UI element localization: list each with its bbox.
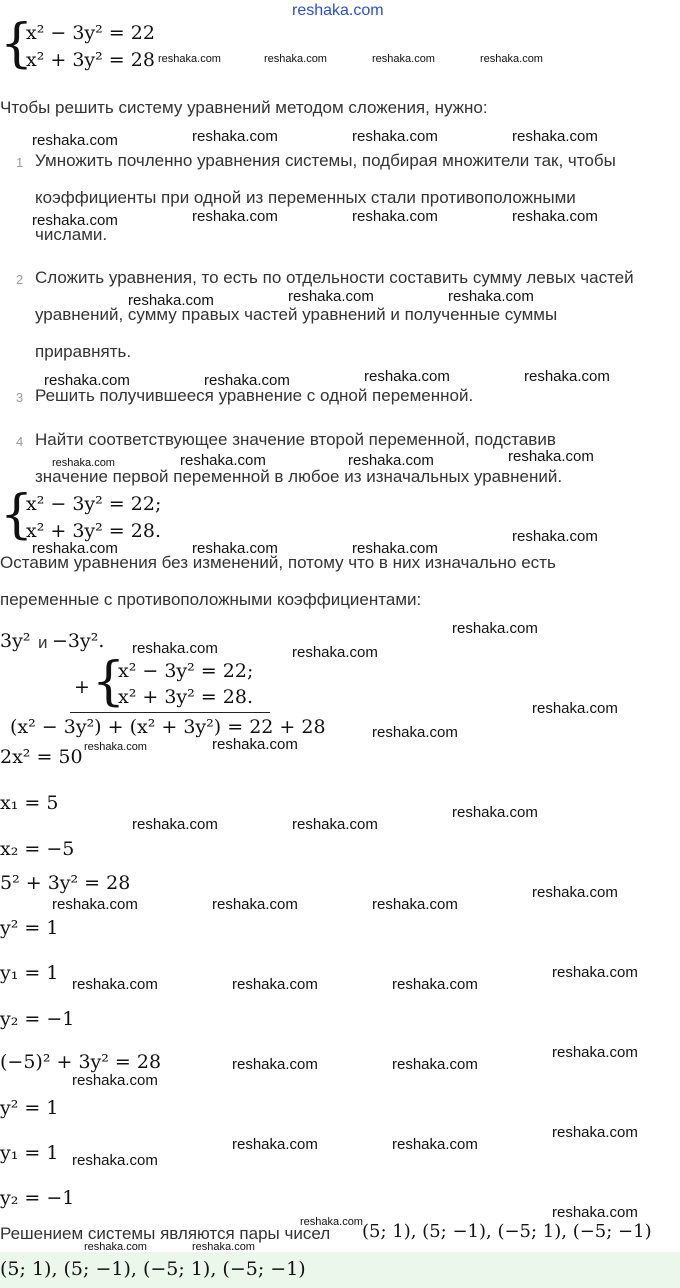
watermark: reshaka.com <box>192 208 278 225</box>
work-line: y² = 1 <box>0 917 59 939</box>
addition-eq-1: x² − 3y² = 22; <box>118 660 254 682</box>
watermark: reshaka.com <box>480 53 543 65</box>
watermark: reshaka.com <box>72 1072 158 1089</box>
work-line: x₁ = 5 <box>0 792 59 814</box>
work-line: y₁ = 1 <box>0 1142 59 1164</box>
watermark: reshaka.com <box>158 53 221 65</box>
term-b: −3y². <box>52 630 105 652</box>
conclusion-pairs: (5; 1), (5; −1), (−5; 1), (−5; −1) <box>362 1221 652 1242</box>
watermark: reshaka.com <box>204 372 290 389</box>
step-text: Сложить уравнения, то есть по отдельности составить сумму левых частей <box>35 268 634 287</box>
watermark: reshaka.com <box>212 896 298 913</box>
note-text: Оставим уравнения без изменений, потому что в них изначально есть <box>0 553 556 572</box>
step-number: 3 <box>16 390 24 405</box>
work-line: y² = 1 <box>0 1097 59 1119</box>
watermark: reshaka.com <box>288 288 374 305</box>
note-text: переменные с противоположными коэффициентами: <box>0 590 422 609</box>
watermark: reshaka.com <box>512 528 598 545</box>
watermark: reshaka.com <box>44 372 130 389</box>
step-number: 1 <box>16 155 24 170</box>
step-text: уравнений, сумму правых частей уравнений и полученные суммы <box>35 305 558 324</box>
work-line: y₂ = −1 <box>0 1187 75 1209</box>
work-line: x₂ = −5 <box>0 838 75 860</box>
watermark: reshaka.com <box>512 128 598 145</box>
system-brace: { <box>0 485 34 545</box>
watermark: reshaka.com <box>232 1136 318 1153</box>
intro-text: Чтобы решить систему уравнений методом сложения, нужно: <box>0 98 488 117</box>
step-text: Умножить почленно уравнения системы, подбирая множители так, чтобы <box>35 151 616 170</box>
watermark: reshaka.com <box>552 1124 638 1141</box>
plus-sign: + <box>74 676 90 698</box>
watermark: reshaka.com <box>452 804 538 821</box>
watermark: reshaka.com <box>372 724 458 741</box>
step-text: числами. <box>35 225 108 244</box>
watermark: reshaka.com <box>372 896 458 913</box>
work-line: y₁ = 1 <box>0 962 59 984</box>
watermark: reshaka.com <box>300 1216 363 1228</box>
work-line: y₂ = −1 <box>0 1008 75 1030</box>
watermark: reshaka.com <box>348 452 434 469</box>
watermark: reshaka.com <box>128 292 214 309</box>
watermark: reshaka.com <box>192 128 278 145</box>
step-text: Решить получившееся уравнение с одной переменной. <box>35 386 474 405</box>
system-brace: { <box>0 14 34 74</box>
watermark: reshaka.com <box>84 741 147 753</box>
watermark: reshaka.com <box>32 212 118 229</box>
step-text: Найти соответствующее значение второй переменной, подставив <box>35 430 556 449</box>
watermark: reshaka.com <box>192 540 278 557</box>
system-eq-1: x² − 3y² = 22; <box>26 493 162 515</box>
watermark: reshaka.com <box>72 1152 158 1169</box>
watermark: reshaka.com <box>392 1136 478 1153</box>
addition-sum: (x² − 3y²) + (x² + 3y²) = 22 + 28 <box>10 716 326 738</box>
watermark: reshaka.com <box>352 128 438 145</box>
step-text: коэффициенты при одной из переменных стали противоположными <box>35 188 576 207</box>
work-line: (−5)² + 3y² = 28 <box>0 1051 162 1073</box>
term-a: 3y² <box>0 630 31 652</box>
system-eq-2: x² + 3y² = 28. <box>26 520 161 542</box>
site-link[interactable]: reshaka.com <box>292 2 384 19</box>
work-line: 2x² = 50 <box>0 746 83 768</box>
watermark: reshaka.com <box>364 368 450 385</box>
watermark: reshaka.com <box>212 736 298 753</box>
watermark: reshaka.com <box>352 540 438 557</box>
step-text: значение первой переменной в любое из изначальных уравнений. <box>35 467 563 486</box>
system-eq-1: x² − 3y² = 22 <box>26 22 155 44</box>
watermark: reshaka.com <box>352 208 438 225</box>
watermark: reshaka.com <box>292 816 378 833</box>
watermark: reshaka.com <box>552 1044 638 1061</box>
watermark: reshaka.com <box>292 644 378 661</box>
work-line: 5² + 3y² = 28 <box>0 872 131 894</box>
addition-eq-2: x² + 3y² = 28. <box>118 686 253 708</box>
watermark: reshaka.com <box>132 816 218 833</box>
watermark: reshaka.com <box>52 896 138 913</box>
watermark: reshaka.com <box>372 53 435 65</box>
watermark: reshaka.com <box>84 1241 147 1253</box>
addition-brace: { <box>92 652 126 712</box>
watermark: reshaka.com <box>192 1241 255 1253</box>
watermark: reshaka.com <box>512 208 598 225</box>
watermark: reshaka.com <box>532 884 618 901</box>
watermark: reshaka.com <box>52 457 115 469</box>
watermark: reshaka.com <box>524 368 610 385</box>
watermark: reshaka.com <box>392 1056 478 1073</box>
watermark: reshaka.com <box>392 976 478 993</box>
watermark: reshaka.com <box>264 53 327 65</box>
watermark: reshaka.com <box>508 448 594 465</box>
watermark: reshaka.com <box>132 640 218 657</box>
system-eq-2: x² + 3y² = 28 <box>26 49 155 71</box>
watermark: reshaka.com <box>448 288 534 305</box>
step-number: 2 <box>16 272 24 287</box>
addition-rule <box>70 712 270 713</box>
watermark: reshaka.com <box>552 964 638 981</box>
step-number: 4 <box>16 434 24 449</box>
watermark: reshaka.com <box>72 976 158 993</box>
watermark: reshaka.com <box>232 1056 318 1073</box>
watermark: reshaka.com <box>32 132 118 149</box>
step-text: приравнять. <box>35 342 132 361</box>
watermark: reshaka.com <box>232 976 318 993</box>
watermark: reshaka.com <box>180 452 266 469</box>
watermark: reshaka.com <box>552 1204 638 1221</box>
watermark: reshaka.com <box>32 540 118 557</box>
watermark: reshaka.com <box>452 620 538 637</box>
watermark: reshaka.com <box>532 700 618 717</box>
term-conj: и <box>38 633 48 652</box>
conclusion-text: Решением системы являются пары чисел <box>0 1224 331 1243</box>
answer-value: (5; 1), (5; −1), (−5; 1), (−5; −1) <box>0 1258 306 1280</box>
